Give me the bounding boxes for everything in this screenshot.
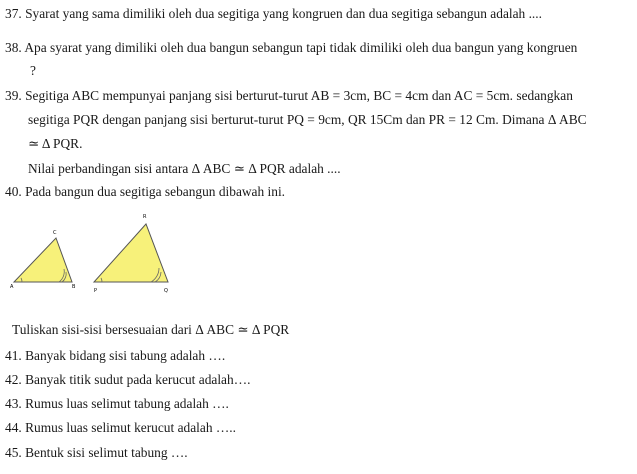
question-38-line-2: ? bbox=[30, 63, 36, 78]
question-41: 41. Banyak bidang sisi tabung adalah …. bbox=[5, 348, 226, 363]
label-r: R bbox=[143, 214, 147, 220]
triangle-abc bbox=[14, 238, 72, 282]
question-39-line-3: ≃ Δ PQR. bbox=[28, 136, 83, 151]
question-44: 44. Rumus luas selimut kerucut adalah ….. bbox=[5, 420, 236, 435]
label-b: B bbox=[72, 284, 76, 290]
triangle-pqr bbox=[94, 224, 168, 282]
question-40-instruction: Tuliskan sisi-sisi bersesuaian dari Δ ABC ≃ Δ PQR bbox=[12, 322, 290, 337]
question-38-line-1: 38. Apa syarat yang dimiliki oleh dua bangun sebangun tapi tidak dimiliki oleh dua bangun yang kongruen bbox=[5, 40, 578, 55]
label-q: Q bbox=[164, 288, 168, 294]
question-42: 42. Banyak titik sudut pada kerucut adalah…. bbox=[5, 372, 251, 387]
question-43: 43. Rumus luas selimut tabung adalah …. bbox=[5, 396, 229, 411]
label-c: C bbox=[53, 230, 57, 236]
question-39-line-1: 39. Segitiga ABC mempunyai panjang sisi berturut-turut AB = 3cm, BC = 4cm dan AC = 5cm. sedangkan bbox=[5, 88, 573, 103]
question-37: 37. Syarat yang sama dimiliki oleh dua segitiga yang kongruen dan dua segitiga sebangun adalah .... bbox=[5, 6, 542, 21]
question-39-line-4: Nilai perbandingan sisi antara Δ ABC ≃ Δ PQR adalah .... bbox=[28, 161, 341, 176]
question-40: 40. Pada bangun dua segitiga sebangun dibawah ini. bbox=[5, 184, 286, 199]
label-a: A bbox=[10, 284, 14, 290]
similar-triangles-figure bbox=[0, 200, 200, 300]
label-p: P bbox=[94, 288, 98, 294]
question-39-line-2: segitiga PQR dengan panjang sisi berturut-turut PQ = 9cm, QR 15Cm dan PR = 12 Cm. Dimana Δ ABC bbox=[28, 112, 587, 127]
question-45: 45. Bentuk sisi selimut tabung …. bbox=[5, 445, 188, 460]
